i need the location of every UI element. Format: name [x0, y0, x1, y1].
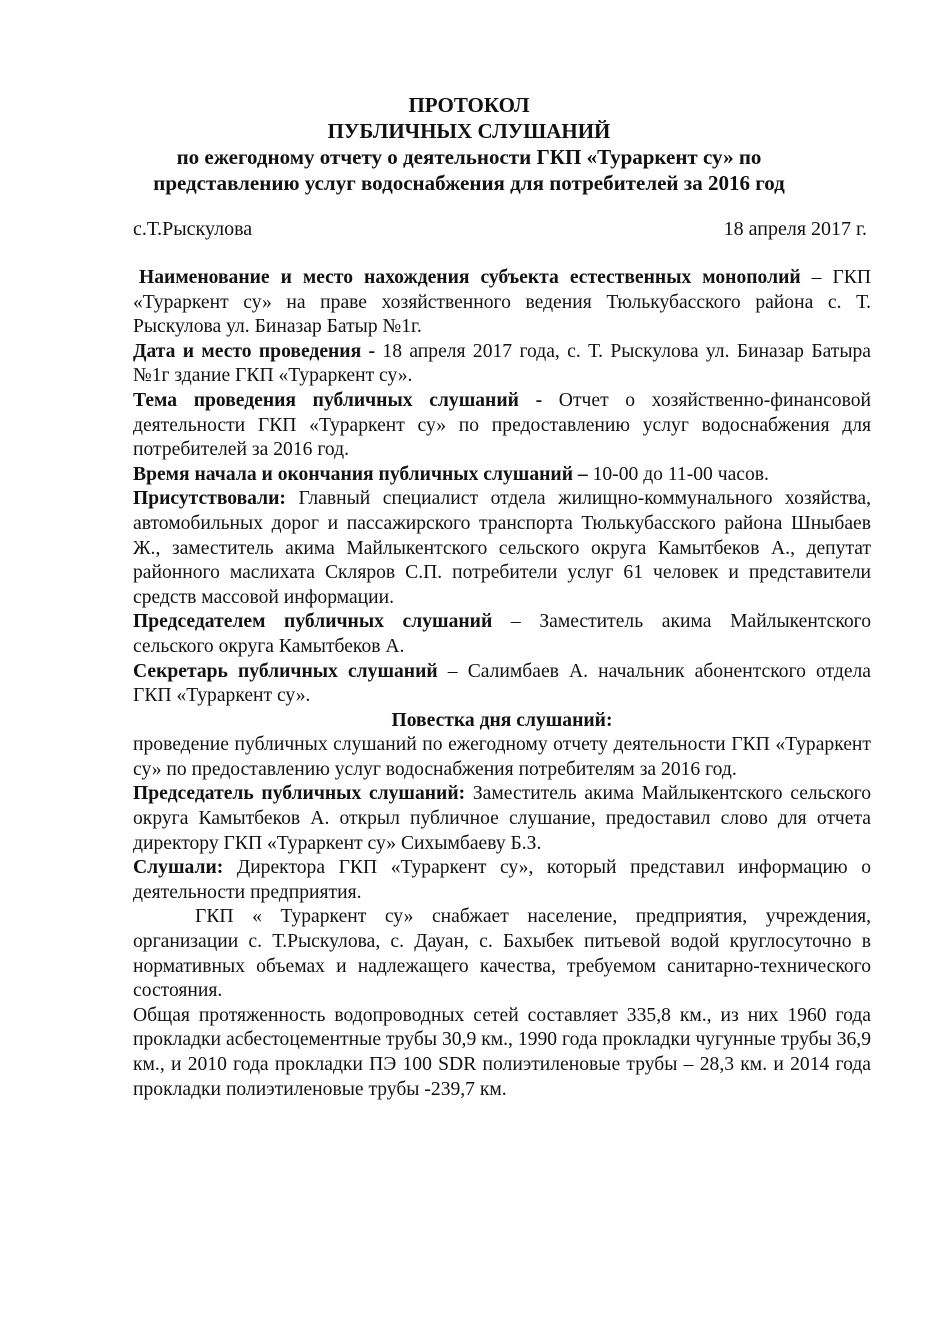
doc-subject-line2: представлению услуг водоснабжения для потребителей за 2016 год [153, 171, 785, 195]
agenda-title-text: Повестка дня слушаний: [391, 709, 613, 731]
paragraph-label: Слушали: [133, 857, 224, 879]
paragraph-label: Присутствовали: [133, 488, 286, 510]
paragraph-label: Время начала и окончания публичных слушаний – [133, 463, 588, 485]
paragraph-heard [133, 856, 871, 905]
paragraph-water-supply: ГКП « Тураркент су» снабжает население, предприятия, учреждения, организации с. Т.Рыскулова, с. Дауан, с. Бахыбек питьевой водой круглосуточно в нормативных объемах и надлежащего качества, требуемом санитарно-технического состояния. [133, 906, 871, 1002]
paragraph-label: Наименование и место нахождения субъекта естественных монополий [139, 267, 801, 288]
paragraph-text: – Салимбаев А. начальник абонентского отдела ГКП «Тураркент су». [133, 660, 872, 707]
paragraph-network-length: Общая протяженность водопроводных сетей составляет 335,8 км., из них 1960 года прокладки асбестоцементные трубы 30,9 км., 1990 года прокладки чугунные трубы 36,9 км., и 2010 года прокладки ПЭ 100 SDR полиэтиленовые трубы – 28,3 км. и 2014 года прокладки полиэтиленовые трубы -239,7 км. [133, 1004, 871, 1100]
paragraph-attendees [133, 487, 871, 610]
doc-subtitle: ПУБЛИЧНЫХ СЛУШАНИЙ [327, 119, 611, 143]
paragraph-text: Директора ГКП «Тураркент су», который представил информацию о деятельности предприятия. [133, 857, 871, 903]
paragraph-label: Председатель публичных слушаний: [133, 783, 466, 805]
paragraph-label: Председателем публичных слушаний [133, 611, 493, 633]
paragraph-secretary [133, 660, 871, 709]
paragraph-chair-opened [133, 782, 871, 856]
paragraph-text: – ГКП «Тураркент су» на праве хозяйственного ведения Тюлькубасского района с. Т. Рыскулова ул. Биназар Батыр №1г. [133, 267, 872, 338]
paragraph-text: Отчет о хозяйственно-финансовой деятельности ГКП «Тураркент су» по предоставлению услуг водоснабжения для потребителей за 2016 год. [133, 389, 871, 461]
paragraph-text: 10-00 до 11-00 часов. [587, 463, 769, 485]
paragraph-time [133, 463, 871, 488]
date-label: 18 апреля 2017 г. [723, 218, 867, 240]
paragraph-text: Заместитель акима Майлыкентского сельского округа Камытбеков А. открыл публичное слушание, предоставил слово для отчета директору ГКП «Тураркент су» Сихымбаеву Б.З. [133, 783, 871, 854]
agenda-text: проведение публичных слушаний по ежегодному отчету деятельности ГКП «Тураркент су» по предоставлению услуг водоснабжения потребителям за 2016 год. [133, 734, 871, 780]
paragraph-label: Дата и место проведения - [133, 340, 376, 362]
agenda-title [133, 709, 871, 734]
paragraph-label: Секретарь публичных слушаний [133, 660, 438, 682]
paragraph-text: 18 апреля 2017 года, с. Т. Рыскулова ул. Биназар Батыра №1г здание ГКП «Тураркент су». [133, 340, 871, 387]
paragraph-text: Главный специалист отдела жилищно-коммунального хозяйства, автомобильных дорог и пассажирского транспорта Тюлькубасского района Шныбаев Ж., заместитель акима Майлыкентского сельского округа Камытбеков А., депутат районного маслихата Скляров С.П. потребители услуг 61 человек и представители средств массовой информации. [133, 488, 871, 608]
paragraph-subject-entity [133, 266, 871, 340]
paragraph-date-place [133, 340, 871, 389]
paragraph-text: – Заместитель акима Майлыкентского сельского округа Камытбеков А. [133, 611, 872, 657]
paragraph-topic [133, 389, 871, 463]
paragraph-chairman [133, 610, 871, 659]
doc-title: ПРОТОКОЛ [408, 93, 530, 117]
paragraph-label: Тема проведения публичных слушаний - [133, 389, 543, 411]
doc-subject-line1: по ежегодному отчету о деятельности ГКП «Тураркент су» по [176, 145, 762, 169]
document-body [133, 266, 871, 1102]
place-label: с.Т.Рыскулова [133, 218, 253, 240]
